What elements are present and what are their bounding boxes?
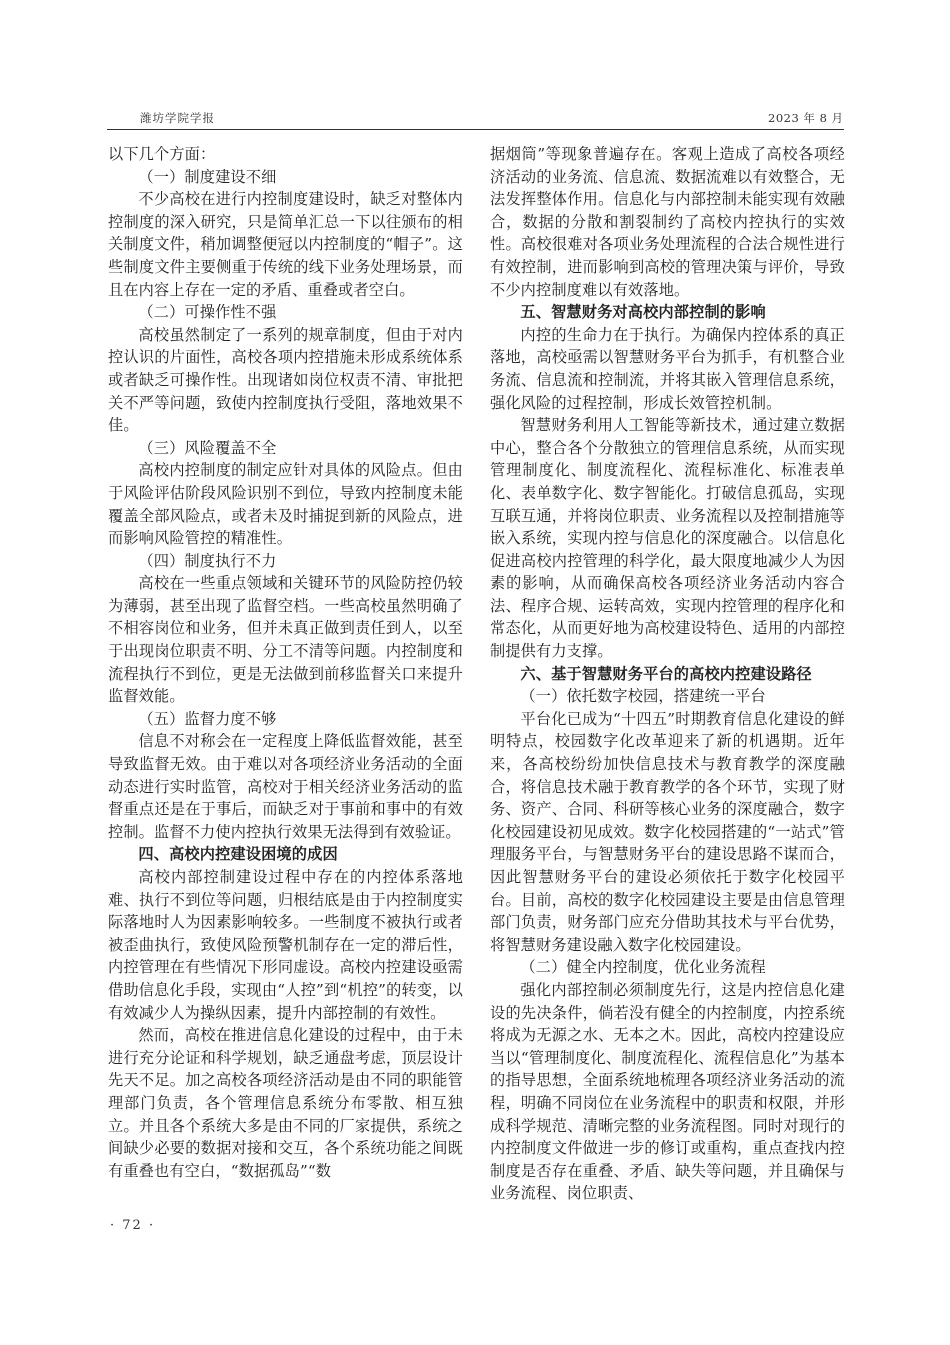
- section-heading: 六、基于智慧财务平台的高校内控建设路径: [520, 664, 812, 683]
- paragraph: 强化内部控制必须制度先行，这是内控信息化建设的先决条件，倘若没有健全的内控制度，内控系统将成为无源之水、无本之木。因此，高校内控建设应当以“管理制度化、制度流程化、流程信息化”为基本的指导思想，全面系统地梳理各项经济业务活动的流程，明确不同岗位在业务流程中的职责和权限，并形成科学规范、清晰完整的业务流程图。同时对现行的内控制度文件做进一步的修订或重构，重点查找内控制度是否存在重叠、矛盾、缺失等问题，并且确保与业务流程、岗位职责、: [490, 980, 845, 1203]
- paragraph: 以下几个方面：: [108, 145, 216, 163]
- page-number: · 72 ·: [110, 1218, 156, 1233]
- paragraph: 然而，高校在推进信息化建设的过程中，由于未进行充分论证和科学规划，缺乏通盘考虑，顶层设计先天不足。加之高校各项经济活动是由不同的职能管理部门负责，各个管理信息系统分布零散、相互独立。并且各个系统大多是由不同的厂家提供，系统之间缺少必要的数据对接和交互，各个系统功能之间既有重叠也有空白，“数据孤岛”“数: [108, 1026, 463, 1180]
- subsection-heading: （一）制度建设不细: [138, 167, 277, 186]
- paragraph: 不少高校在进行内控制度建设时，缺乏对整体内控制度的深入研究，只是简单汇总一下以往颁布的相关制度文件，稍加调整便冠以内控制度的“帽子”。这些制度文件主要侧重于传统的线下业务处理场景，而且在内容上存在一定的矛盾、重叠或者空白。: [108, 190, 463, 299]
- subsection-heading: （二）健全内控制度，优化业务流程: [520, 958, 766, 977]
- section-heading: 五、智慧财务对高校内部控制的影响: [520, 303, 766, 322]
- paragraph: 内控的生命力在于执行。为确保内控体系的真正落地，高校亟需以智慧财务平台为抓手，有机整合业务流、信息流和控制流，并将其嵌入管理信息系统，强化风险的过程控制，形成长效管控机制。: [490, 325, 845, 412]
- section-heading: 四、高校内控建设困境的成因: [138, 845, 338, 864]
- paragraph: 智慧财务利用人工智能等新技术，通过建立数据中心，整合各个分散独立的管理信息系统，从而实现管理制度化、制度流程化、流程标准化、标准表单化、表单数字化、数字智能化。打破信息孤岛，实现互联互通，并将岗位职责、业务流程以及控制措施等嵌入系统，实现内控与信息化的深度融合。以信息化促进高校内控管理的科学化，最大限度地减少人为因素的影响，从而确保高校各项经济业务活动内容合法、程序合规、运转高效，实现内控管理的程序化和常态化，从而更好地为高校建设特色、适用的内部控制提供有力支撑。: [490, 416, 845, 661]
- subsection-heading: （一）依托数字校园，搭建统一平台: [520, 687, 766, 706]
- left-column: [108, 143, 463, 1182]
- paragraph: 据烟筒”等现象普遍存在。客观上造成了高校各项经济活动的业务流、信息流、数据流难以有效整合，无法发挥整体作用。信息化与内部控制未能实现有效融合，数据的分散和割裂制约了高校内控执行的实效性。高校很难对各项业务处理流程的合法合规性进行有效控制，进而影响到高校的管理决策与评价，导致不少内控制度难以有效落地。: [490, 145, 845, 299]
- paragraph: 平台化已成为“十四五”时期教育信息化建设的鲜明特点，校园数字化改革迎来了新的机遇期。近年来，各高校纷纷加快信息技术与教育教学的深度融合，将信息技术融于教育教学的各个环节，实现了财务、资产、合同、科研等核心业务的深度融合，数字化校园建设初见成效。数字化校园搭建的“一站式”管理服务平台，与智慧财务平台的建设思路不谋而合，因此智慧财务平台的建设必须依托于数字化校园平台。目前，高校的数字化校园建设主要是由信息管理部门负责，财务部门应充分借助其技术与平台优势，将智慧财务建设融入数字化校园建设。: [490, 709, 845, 954]
- paragraph: 高校在一些重点领域和关键环节的风险防控仍较为薄弱，甚至出现了监督空档。一些高校虽然明确了不相容岗位和业务，但并未真正做到责任到人，以至于出现岗位职责不明、分工不清等问题。内控制度和流程执行不到位，更是无法做到前移监督关口来提升监督效能。: [108, 574, 463, 706]
- subsection-heading: （五）监督力度不够: [138, 709, 277, 728]
- paragraph: 高校内控制度的制定应针对具体的风险点。但由于风险评估阶段风险识别不到位，导致内控制度未能覆盖全部风险点，或者未及时捕捉到新的风险点，进而影响风险管控的精准性。: [108, 461, 463, 548]
- paragraph: 高校虽然制定了一系列的规章制度，但由于对内控认识的片面性，高校各项内控措施未形成系统体系或者缺乏可操作性。出现诸如岗位权责不清、审批把关不严等问题，致使内控制度执行受阻，落地效果不佳。: [108, 325, 463, 435]
- subsection-heading: （三）风险覆盖不全: [138, 438, 277, 457]
- journal-name: 潍坊学院学报: [140, 111, 215, 125]
- header-divider: [107, 129, 844, 130]
- paragraph: 信息不对称会在一定程度上降低监督效能，甚至导致监督无效。由于难以对各项经济业务活动的全面动态进行实时监管，高校对于相关经济业务活动的监督重点还是在于事后，而缺乏对于事前和事中的有效控制。监督不力使内控执行效果无法得到有效验证。: [108, 732, 463, 841]
- subsection-heading: （四）制度执行不力: [138, 551, 277, 570]
- right-column: [490, 143, 845, 1205]
- subsection-heading: （二）可操作性不强: [138, 303, 277, 322]
- paragraph: 高校内部控制建设过程中存在的内控体系落地难、执行不到位等问题，归根结底是由于内控制度实际落地时人为因素影响较多。一些制度不被执行或者被歪曲执行，致使风险预警机制存在一定的滞后性，内控管理在有些情况下形同虚设。高校内控建设亟需借助信息化手段，实现由“人控”到“机控”的转变，以有效减少人为操纵因素，提升内部控制的有效性。: [108, 868, 463, 1022]
- issue-date: 2023 年 8 月: [768, 111, 844, 125]
